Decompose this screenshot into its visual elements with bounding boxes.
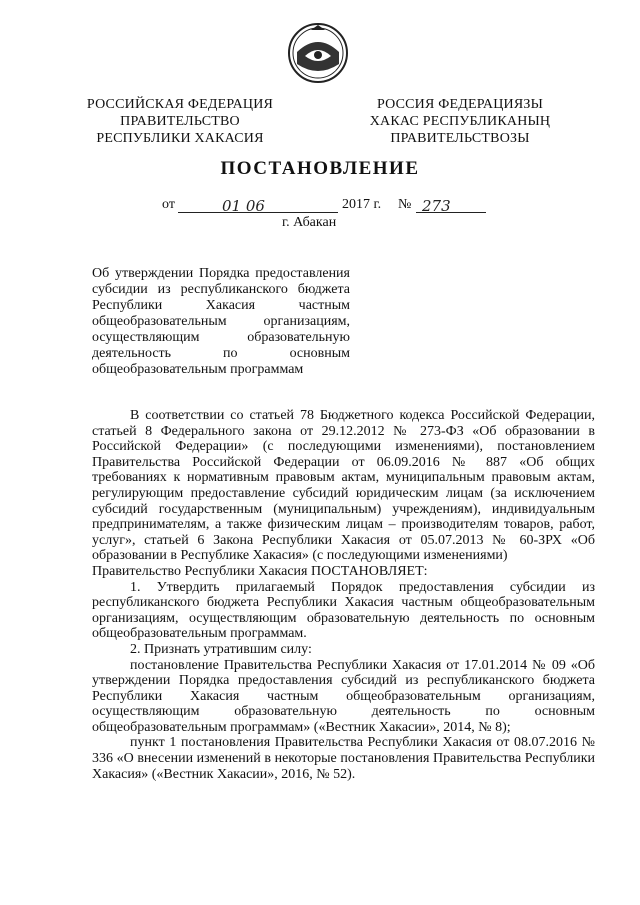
handwritten-number: 273 bbox=[422, 197, 451, 215]
paragraph-item-2: 2. Признать утратившим силу: bbox=[130, 641, 312, 657]
header-right-line: ПРАВИТЕЛЬСТВОЗЫ bbox=[390, 131, 530, 146]
document-title: ПОСТАНОВЛЕНИЕ bbox=[220, 158, 420, 179]
header-left-line: РЕСПУБЛИКИ ХАКАСИЯ bbox=[96, 131, 264, 146]
paragraph-repealed-2: пункт 1 постановления Правительства Республики Хакасия от 08.07.2016 № 336 «О внесении изменений в некоторые постановления Правительства Республики Хакасия» («Вестник Хакасии», 2016, № 52). bbox=[92, 735, 595, 782]
coat-of-arms-emblem bbox=[287, 22, 349, 84]
date-line bbox=[150, 197, 490, 217]
body-text bbox=[92, 408, 595, 782]
subject-line: деятельность по основным bbox=[92, 346, 350, 361]
subject-line: Об утверждении Порядка предоставления bbox=[92, 266, 350, 281]
subject-line: субсидии из республиканского бюджета bbox=[92, 282, 350, 297]
header-left bbox=[70, 96, 290, 147]
paragraph-resolves: Правительство Республики Хакасия ПОСТАНОВЛЯЕТ: bbox=[92, 563, 428, 579]
header-right-line: РОССИЯ ФЕДЕРАЦИЯЗЫ bbox=[376, 97, 544, 112]
date-year: 2017 г. bbox=[342, 197, 382, 212]
paragraph-repealed-1: постановление Правительства Республики Хакасия от 17.01.2014 № 09 «Об утверждении Порядка предоставления субсидий из республиканского бюджета Республики Хакасия частным общеобразовательным организациям, осуществляющим образовательную деятельность по основным общеобразовательным программам» («Вестник Хакасии», 2014, № 8); bbox=[92, 657, 595, 735]
header-left-line: ПРАВИТЕЛЬСТВО bbox=[120, 114, 240, 129]
header-left-line: РОССИЙСКАЯ ФЕДЕРАЦИЯ bbox=[86, 97, 274, 112]
subject-block bbox=[92, 266, 350, 378]
header-right-line: ХАКАС РЕСПУБЛИКАНЫҢ bbox=[369, 114, 551, 129]
number-sign: № bbox=[398, 197, 412, 212]
subject-line: общеобразовательным программам bbox=[92, 362, 304, 377]
subject-line: осуществляющим образовательную bbox=[92, 330, 350, 345]
date-prefix: от bbox=[162, 197, 175, 212]
subject-line: Республики Хакасия частным bbox=[92, 298, 350, 313]
header-right bbox=[345, 96, 575, 147]
city: г. Абакан bbox=[282, 215, 337, 230]
subject-line: общеобразовательным организациям, bbox=[92, 314, 350, 329]
paragraph-preamble: В соответствии со статьей 78 Бюджетного кодекса Российской Федерации, статьей 8 Федерального закона от 29.12.2012 № 273-ФЗ «Об образовании в Российской Федерации» (с последующими изменениями), постановлением Правительства Российской Федерации от 06.09.2016 № 887 «Об общих требованиях к нормативным правовым актам, муниципальным правовым актам, регулирующим предоставление субсидий юридическим лицам (за исключением субсидий государственным (муниципальным) учреждениям), индивидуальным предпринимателям, а также физическим лицам – производителям товаров, работ, услуг», статьей 6 Закона Республики Хакасия от 05.07.2013 № 60-ЗРХ «Об образовании в Республике Хакасия» (с последующими изменениями) bbox=[92, 408, 595, 564]
handwritten-date: 01 06 bbox=[222, 197, 265, 215]
paragraph-item-1: 1. Утвердить прилагаемый Порядок предоставления субсидии из республиканского бюджета Республики Хакасия частным общеобразовательным организациям, осуществляющим образовательную деятельность по основным общеобразовательным программам. bbox=[92, 579, 595, 642]
